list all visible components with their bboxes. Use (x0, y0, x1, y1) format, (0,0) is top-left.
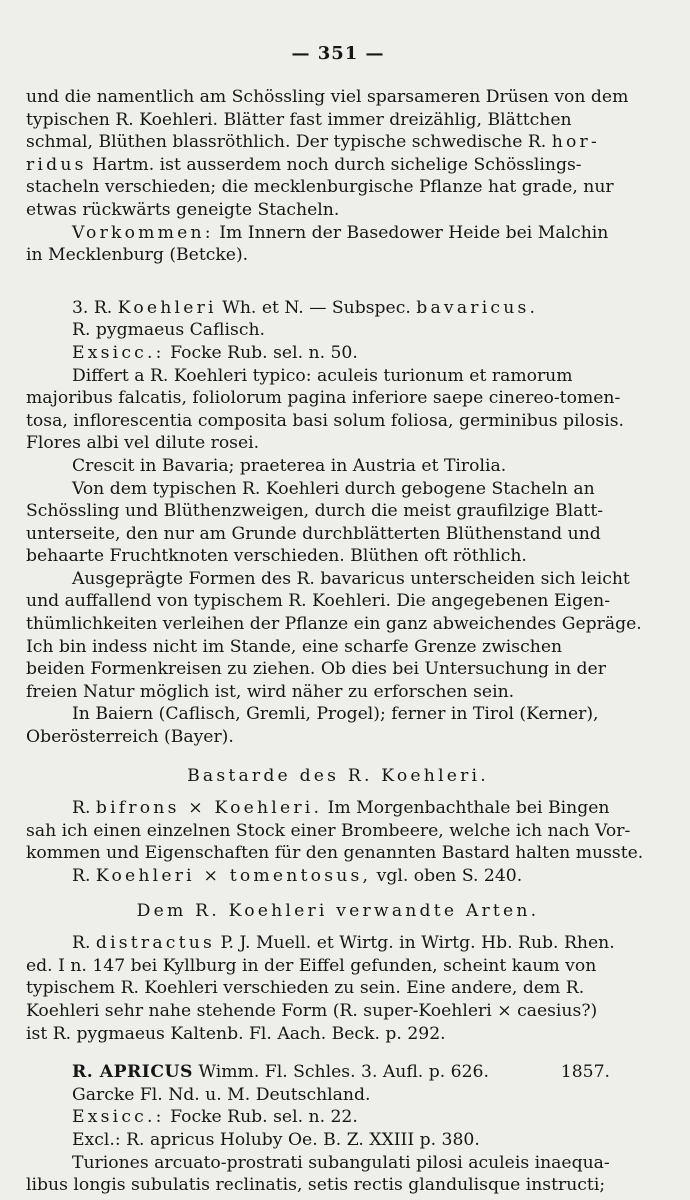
text-line: Ausgeprägte Formen des R. bavaricus unterscheiden sich leicht (72, 568, 630, 589)
paragraph-von-dem (26, 478, 650, 568)
paragraph-distractus (26, 932, 650, 1045)
text-line: Koehleri sehr nahe stehende Form (R. super-Koehleri × caesius?) (26, 1000, 598, 1021)
paragraph-crescit (26, 455, 650, 478)
text-line: tosa, inflorescentia composita basi solum foliosa, germinibus pilosis. (26, 410, 624, 431)
text-line: ed. I n. 147 bei Kyllburg in der Eiffel gefunden, scheint kaum von (26, 955, 597, 976)
text-fragment: vgl. oben S. 240. (371, 866, 523, 886)
text-line: in Mecklenburg (Betcke). (26, 245, 249, 266)
text-fragment: Focke Rub. sel. n. 22. (164, 1107, 358, 1128)
text-line: Garcke Fl. Nd. u. M. Deutschland. (72, 1084, 371, 1105)
text-line: Oberösterreich (Bayer). (26, 727, 234, 748)
label-spaced: Exsicc.: (72, 342, 165, 363)
text-line: Schössling und Blüthenzweigen, durch die meist graufilzige Blatt- (26, 501, 604, 522)
species-name-spaced: Koehleri (117, 297, 217, 318)
paragraph-koehleri-continuation (26, 86, 650, 222)
paragraph-bifrons (26, 797, 650, 887)
text-fragment: 3. R. (72, 297, 118, 318)
hybrid-name-spaced: bifrons × Koehleri. (95, 798, 323, 819)
text-line: Turiones arcuato-prostrati subangulati pilosi aculeis inaequa- (72, 1152, 610, 1173)
text-fragment: Hartm. ist ausserdem noch durch sichelige Schösslings- (92, 154, 582, 175)
publication-year: 1857. (560, 1062, 610, 1083)
text-line (26, 797, 650, 820)
text-line: Flores albi vel dilute rosei. (26, 433, 260, 454)
text-line (26, 865, 650, 888)
section-heading-bastarde: Bastarde des R. Koehleri. (187, 765, 489, 786)
text-line (72, 342, 650, 365)
text-fragment: R. (72, 798, 96, 819)
hybrid-name-spaced: Koehleri × tomentosus, (95, 866, 372, 886)
text-fragment: Im Morgenbachthale bei Bingen (322, 798, 610, 819)
text-fragment: schmal, Blüthen blassröthlich. Der typische schwedische R. (26, 132, 547, 153)
text-line: freien Natur möglich ist, wird näher zu erforschen sein. (26, 681, 515, 702)
apricus-citation (72, 1061, 489, 1084)
text-line: majoribus falcatis, foliolorum pagina inferiore saepe cinereo-tomen- (26, 388, 621, 409)
text-line: thümlichkeiten verleihen der Pflanze ein ganz abweichendes Gepräge. (26, 614, 642, 635)
text-fragment: Im Innern der Basedower Heide bei Malchin (213, 222, 609, 243)
text-line: typischen R. Koehleri. Blätter fast immer dreizählig, Blättchen (26, 109, 572, 130)
spacer (26, 267, 650, 297)
text-line: kommen und Eigenschaften für den genannten Bastard halten musste. (26, 843, 644, 864)
text-fragment: Wimm. Fl. Schles. 3. Aufl. p. 626. (192, 1062, 489, 1083)
text-line: libus longis subulatis reclinatis, setis rectis glandulisque instructi; (26, 1175, 606, 1196)
text-line: sah ich einen einzelnen Stock einer Brombeere, welche ich nach Vor- (26, 820, 631, 841)
text-line (26, 222, 650, 245)
text-line: typischem R. Koehleri verschieden zu sein. Eine andere, dem R. (26, 978, 585, 999)
paragraph-in-baiern (26, 703, 650, 748)
page-number: — 351 — (291, 43, 385, 64)
text-fragment: Focke Rub. sel. n. 50. (164, 342, 358, 363)
text-line: etwas rückwärts geneigte Stacheln. (26, 199, 340, 220)
text-line (26, 131, 650, 154)
text-line (26, 1106, 650, 1129)
text-line: stacheln verschieden; die mecklenburgische Pflanze hat grade, nur (26, 177, 614, 198)
species-name-spaced: hor- (551, 132, 600, 153)
paragraph-vorkommen (26, 222, 650, 267)
text-fragment: P. J. Muell. et Wirtg. in Wirtg. Hb. Rub. Rhen. (215, 933, 615, 954)
spacer (26, 1045, 650, 1061)
species-heading-bold: R. APRICUS (72, 1062, 193, 1083)
text-line: und auffallend von typischem R. Koehleri. Die angegebenen Eigen- (26, 591, 610, 612)
text-line: Ich bin indess nicht im Stande, eine scharfe Grenze zwischen (26, 636, 563, 657)
text-fragment: Wh. et N. — Subspec. (216, 297, 417, 318)
text-line (26, 932, 650, 955)
species-name-spaced: ridus (26, 154, 87, 175)
text-line: behaarte Fruchtknoten verschieden. Blüthen oft röthlich. (26, 546, 527, 567)
subspecies-name-spaced: bavaricus. (416, 297, 539, 318)
paragraph-latin-description (26, 365, 650, 455)
label-spaced: Exsicc.: (72, 1107, 165, 1128)
text-line (72, 297, 650, 320)
text-line: ist R. pygmaeus Kaltenb. Fl. Aach. Beck. p. 292. (26, 1023, 446, 1044)
label-spaced: Vorkommen: (72, 222, 214, 243)
text-line: unterseite, den nur am Grunde durchblätterten Blüthenstand und (26, 523, 601, 544)
text-line: Excl.: R. apricus Holuby Oe. B. Z. XXIII p. 380. (72, 1129, 480, 1150)
paragraph-ausgepraegte (26, 568, 650, 704)
text-line: Von dem typischen R. Koehleri durch gebogene Stacheln an (72, 478, 595, 499)
text-line: R. pygmaeus Caflisch. (72, 320, 265, 341)
text-line: und die namentlich am Schössling viel sparsameren Drüsen von dem (26, 87, 629, 107)
text-line: Differt a R. Koehleri typico: aculeis turionum et ramorum (72, 365, 573, 386)
species-name-spaced: distractus (95, 933, 215, 954)
text-line (26, 154, 650, 177)
section-apricus (26, 1061, 650, 1197)
text-line: Crescit in Bavaria; praeterea in Austria et Tirolia. (72, 455, 507, 476)
section-heading-verwandte: Dem R. Koehleri verwandte Arten. (136, 900, 540, 921)
text-line: In Baiern (Caflisch, Gremli, Progel); ferner in Tirol (Kerner), (72, 704, 599, 725)
text-fragment: R. (72, 933, 96, 954)
text-line: beiden Formenkreisen zu ziehen. Ob dies bei Untersuchung in der (26, 659, 606, 680)
section-bavaricus (26, 297, 650, 365)
text-fragment: R. (72, 866, 96, 886)
text-line (26, 1061, 650, 1084)
